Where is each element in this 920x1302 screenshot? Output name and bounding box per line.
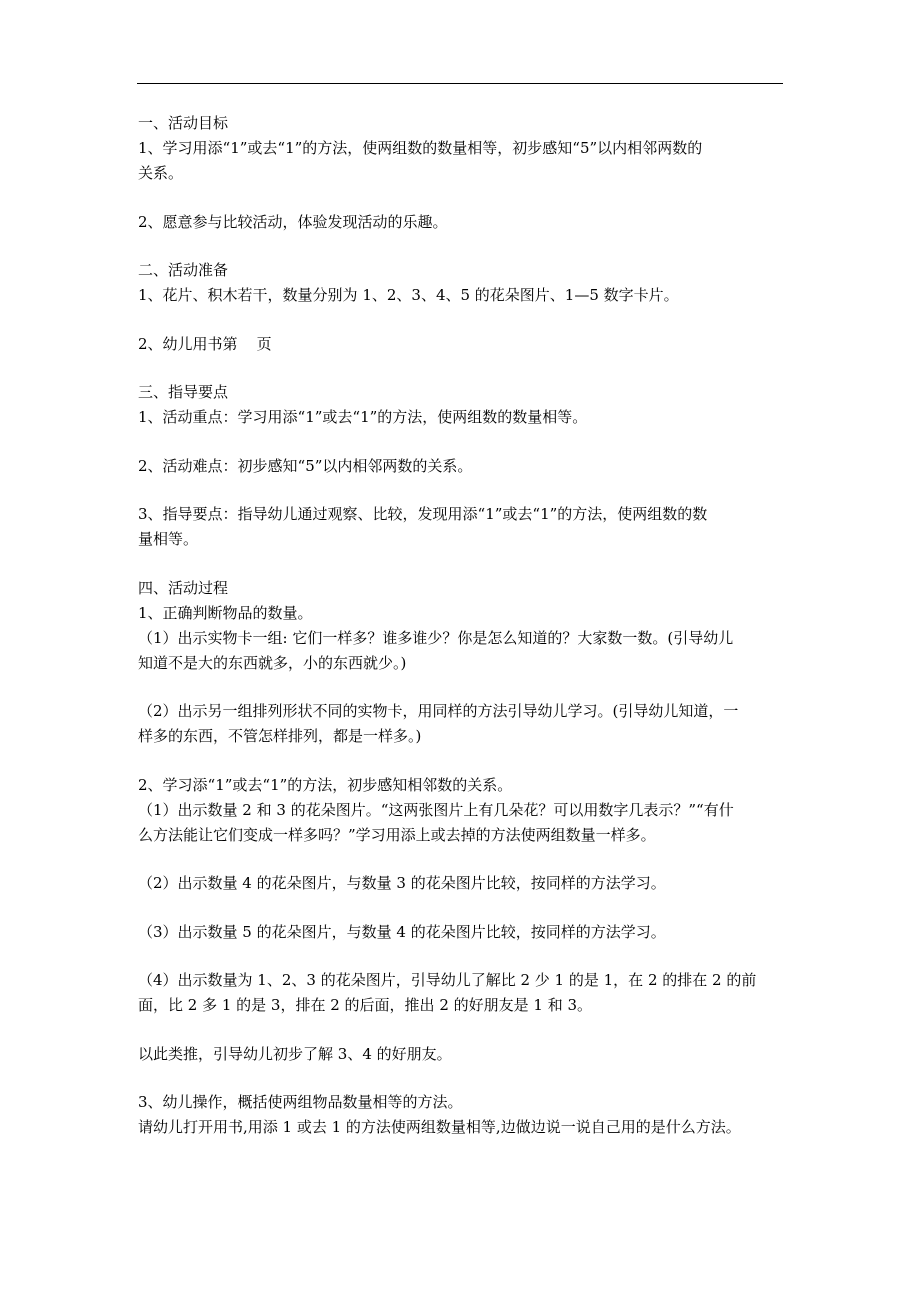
process-step-2-part-2: （2）出示数量 4 的花朵图片，与数量 3 的花朵图片比较，按同样的方法学习。 bbox=[138, 874, 666, 892]
goal-item-2: 2、愿意参与比较活动，体验发现活动的乐趣。 bbox=[138, 212, 448, 231]
document-body bbox=[138, 111, 788, 1140]
process-step-1-part-1-cont: 知道不是大的东西就多，小的东西就少。) bbox=[138, 653, 407, 672]
process-step-2-part-3: （3）出示数量 5 的花朵图片，与数量 4 的花朵图片比较，按同样的方法学习。 bbox=[138, 922, 666, 941]
header-rule bbox=[137, 83, 783, 84]
process-step-2: 2、学习添“1”或去“1”的方法，初步感知相邻数的关系。 bbox=[138, 775, 513, 794]
goal-item-1-cont: 关系。 bbox=[138, 164, 184, 182]
key-point-1: 1、活动重点：学习用添“1”或去“1”的方法，使两组数的数量相等。 bbox=[138, 408, 588, 426]
process-step-2-part-1-cont: 么方法能让它们变成一样多吗？”学习用添上或去掉的方法使两组数量一样多。 bbox=[138, 825, 656, 844]
process-step-3: 3、幼儿操作，概括使两组物品数量相等的方法。 bbox=[138, 1093, 463, 1111]
process-step-2-part-1: （1）出示数量 2 和 3 的花朵图片。“这两张图片上有几朵花？可以用数字几表示？”“有什 bbox=[138, 800, 734, 819]
section-heading-key-points: 三、指导要点 bbox=[138, 383, 229, 401]
process-step-1: 1、正确判断物品的数量。 bbox=[138, 603, 313, 622]
process-step-2-part-4-cont: 面，比 2 多 1 的是 3，排在 2 的后面，推出 2 的好朋友是 1 和 3。 bbox=[138, 996, 593, 1014]
key-point-3: 3、指导要点：指导幼儿通过观察、比较，发现用添“1”或去“1”的方法，使两组数的数 bbox=[138, 505, 708, 523]
process-step-1-part-2-cont: 样多的东西，不管怎样排列，都是一样多。) bbox=[138, 727, 422, 745]
section-heading-preparation: 二、活动准备 bbox=[138, 261, 229, 279]
key-point-2: 2、活动难点：初步感知“5”以内相邻两数的关系。 bbox=[138, 456, 473, 475]
key-point-3-cont: 量相等。 bbox=[138, 530, 199, 548]
process-step-2-part-5: 以此类推，引导幼儿初步了解 3、4 的好朋友。 bbox=[138, 1044, 452, 1063]
process-step-2-part-4: （4）出示数量为 1、2、3 的花朵图片，引导幼儿了解比 2 少 1 的是 1，在 2 的排在 2 的前 bbox=[138, 971, 757, 989]
preparation-item-2: 2、幼儿用书第 页 bbox=[138, 334, 272, 353]
section-heading-process: 四、活动过程 bbox=[138, 578, 229, 597]
process-step-1-part-2: （2）出示另一组排列形状不同的实物卡，用同样的方法引导幼儿学习。(引导幼儿知道，一 bbox=[138, 702, 739, 720]
goal-item-1: 1、学习用添“1”或去“1”的方法，使两组数的数量相等，初步感知“5”以内相邻两数的 bbox=[138, 139, 703, 157]
section-heading-goals: 一、活动目标 bbox=[138, 114, 229, 132]
preparation-item-1: 1、花片、积木若干，数量分别为 1、2、3、4、5 的花朵图片、1—5 数字卡片。 bbox=[138, 286, 679, 304]
process-step-1-part-1: （1）出示实物卡一组: 它们一样多？谁多谁少？你是怎么知道的？大家数一数。(引导幼儿 bbox=[138, 628, 734, 647]
process-step-3-part-1: 请幼儿打开用书,用添 1 或去 1 的方法使两组数量相等,边做边说一说自己用的是什么方法。 bbox=[138, 1118, 741, 1136]
